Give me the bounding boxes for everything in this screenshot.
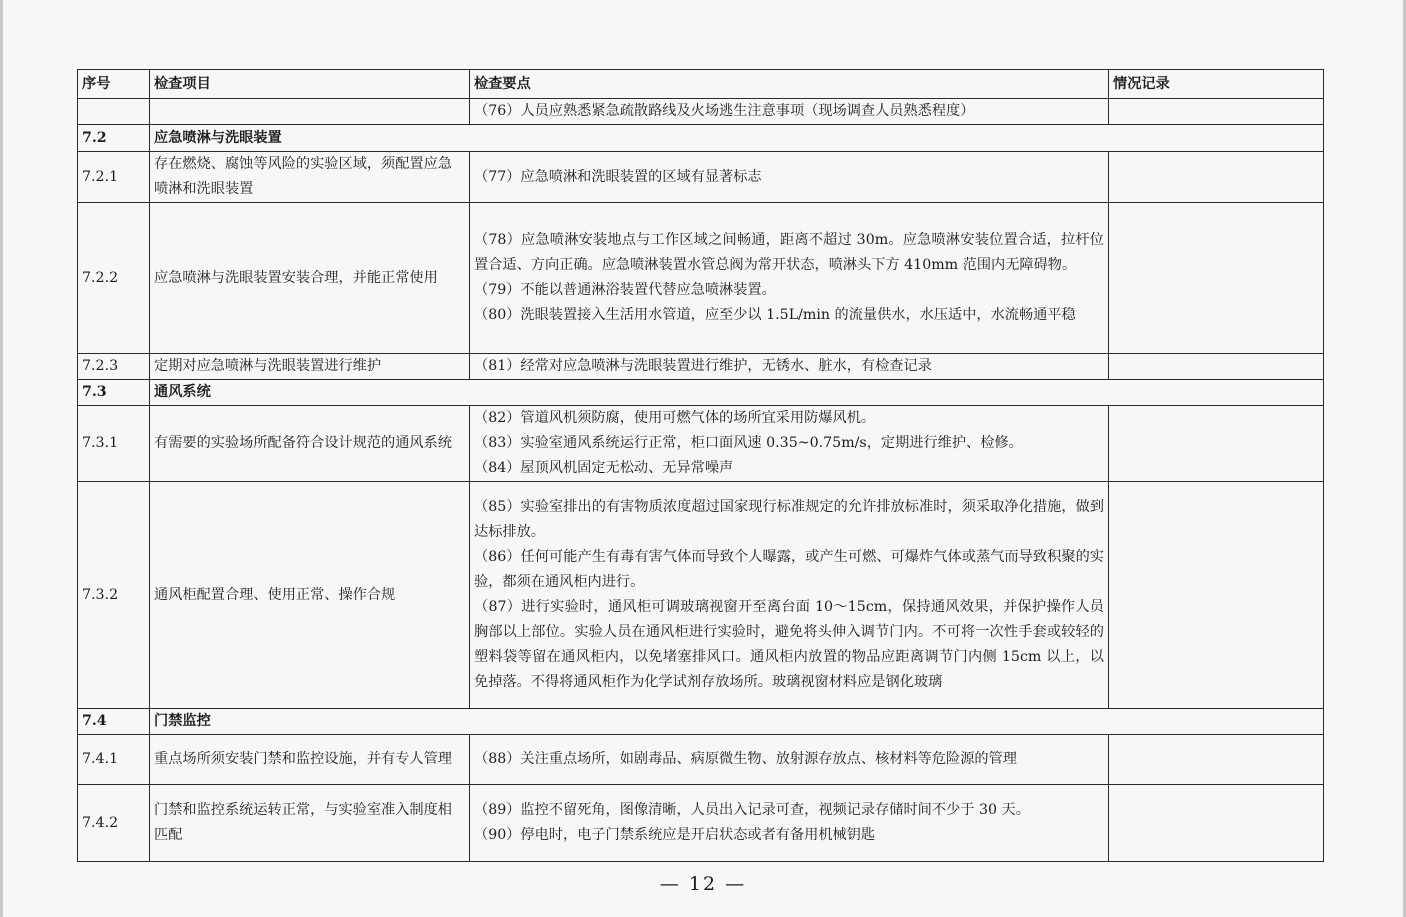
row-number: 7.3.1 <box>78 406 150 482</box>
check-item: 定期对应急喷淋与洗眼装置进行维护 <box>150 354 470 380</box>
section-title: 应急喷淋与洗眼装置 <box>150 125 1324 152</box>
row-number: 7.2.3 <box>78 354 150 380</box>
check-point: （84）屋顶风机固定无松动、无异常噪声 <box>474 460 734 476</box>
check-point: （79）不能以普通淋浴装置代替应急喷淋装置。 <box>474 282 776 298</box>
record-cell[interactable] <box>1109 735 1324 785</box>
check-item: 重点场所须安装门禁和监控设施，并有专人管理 <box>150 735 470 785</box>
check-point: （80）洗眼装置接入生活用水管道，应至少以 1.5L/min 的流量供水，水压适中，水流畅通平稳 <box>474 307 1076 323</box>
check-point: （82）管道风机须防腐，使用可燃气体的场所宜采用防爆风机。 <box>474 410 876 426</box>
check-item: 存在燃烧、腐蚀等风险的实验区域，须配置应急喷淋和洗眼装置 <box>150 152 470 203</box>
record-cell[interactable] <box>1109 203 1324 354</box>
section-row <box>78 709 1324 735</box>
inspection-table <box>77 69 1324 862</box>
page-edge <box>0 0 3 917</box>
page-number: — 12 — <box>659 873 747 895</box>
table-header-row <box>78 70 1324 99</box>
record-cell[interactable] <box>1109 152 1324 203</box>
check-item: 应急喷淋与洗眼装置安装合理，并能正常使用 <box>150 203 470 354</box>
check-item: 门禁和监控系统运转正常，与实验室准入制度相匹配 <box>150 785 470 862</box>
check-points <box>470 785 1109 862</box>
section-number: 7.3 <box>78 380 150 406</box>
check-points <box>470 406 1109 482</box>
section-number: 7.2 <box>78 125 150 152</box>
table-row <box>78 482 1324 709</box>
check-points <box>470 735 1109 785</box>
check-item: 通风柜配置合理、使用正常、操作合规 <box>150 482 470 709</box>
check-point: （81）经常对应急喷淋与洗眼装置进行维护，无锈水、脏水，有检查记录 <box>474 358 932 374</box>
section-row <box>78 380 1324 406</box>
section-title: 通风系统 <box>150 380 1324 406</box>
check-point: （86）任何可能产生有毒有害气体而导致个人曝露，或产生可燃、可爆炸气体或蒸气而导致积聚的实验，都须在通风柜内进行。 <box>474 549 1104 590</box>
row-number: 7.4.2 <box>78 785 150 862</box>
check-point: （78）应急喷淋安装地点与工作区域之间畅通，距离不超过 30m。应急喷淋安装位置合适，拉杆位置合适、方向正确。应急喷淋装置水管总阀为常开状态，喷淋头下方 410mm 范围内无障碍物。 <box>474 232 1104 273</box>
check-item: 有需要的实验场所配备符合设计规范的通风系统 <box>150 406 470 482</box>
record-cell[interactable] <box>1109 99 1324 125</box>
table-row <box>78 785 1324 862</box>
row-number: 7.2.2 <box>78 203 150 354</box>
row-number: 7.4.1 <box>78 735 150 785</box>
header-serial: 序号 <box>78 70 150 99</box>
table-row <box>78 203 1324 354</box>
section-number: 7.4 <box>78 709 150 735</box>
table-row <box>78 735 1324 785</box>
check-points <box>470 99 1109 125</box>
table-row <box>78 99 1324 125</box>
header-check-points: 检查要点 <box>470 70 1109 99</box>
check-item <box>150 99 470 125</box>
section-row <box>78 125 1324 152</box>
table-row <box>78 354 1324 380</box>
table-row <box>78 406 1324 482</box>
check-point: （76）人员应熟悉紧急疏散路线及火场逃生注意事项（现场调查人员熟悉程度） <box>474 103 975 119</box>
row-number: 7.3.2 <box>78 482 150 709</box>
record-cell[interactable] <box>1109 406 1324 482</box>
section-title: 门禁监控 <box>150 709 1324 735</box>
check-point: （88）关注重点场所，如剧毒品、病原微生物、放射源存放点、核材料等危险源的管理 <box>474 751 1017 767</box>
check-points <box>470 152 1109 203</box>
check-points <box>470 203 1109 354</box>
header-check-item: 检查项目 <box>150 70 470 99</box>
check-point: （77）应急喷淋和洗眼装置的区域有显著标志 <box>474 168 762 185</box>
check-point: （90）停电时，电子门禁系统应是开启状态或者有备用机械钥匙 <box>474 827 876 843</box>
table-row <box>78 152 1324 203</box>
check-point: （85）实验室排出的有害物质浓度超过国家现行标准规定的允许排放标准时，须采取净化措施，做到达标排放。 <box>474 499 1104 540</box>
check-point: （89）监控不留死角，图像清晰，人员出入记录可查，视频记录存储时间不少于 30 天。 <box>474 802 1030 818</box>
check-points <box>470 354 1109 380</box>
record-cell[interactable] <box>1109 785 1324 862</box>
row-number <box>78 99 150 125</box>
row-number: 7.2.1 <box>78 152 150 203</box>
check-points <box>470 482 1109 709</box>
header-record: 情况记录 <box>1109 70 1324 99</box>
check-point: （87）进行实验时，通风柜可调玻璃视窗开至离台面 10～15cm，保持通风效果，并保护操作人员胸部以上部位。实验人员在通风柜进行实验时，避免将头伸入调节门内。不可将一次性手套或较轻的塑料袋等留在通风柜内，以免堵塞排风口。通风柜内放置的物品应距离调节门内侧 15cm 以上，以免掉落。不得将通风柜作为化学试剂存放场所。玻璃视窗材料应是钢化玻璃 <box>474 599 1104 690</box>
record-cell[interactable] <box>1109 482 1324 709</box>
record-cell[interactable] <box>1109 354 1324 380</box>
check-point: （83）实验室通风系统运行正常，柜口面风速 0.35~0.75m/s，定期进行维护、检修。 <box>474 435 1023 451</box>
